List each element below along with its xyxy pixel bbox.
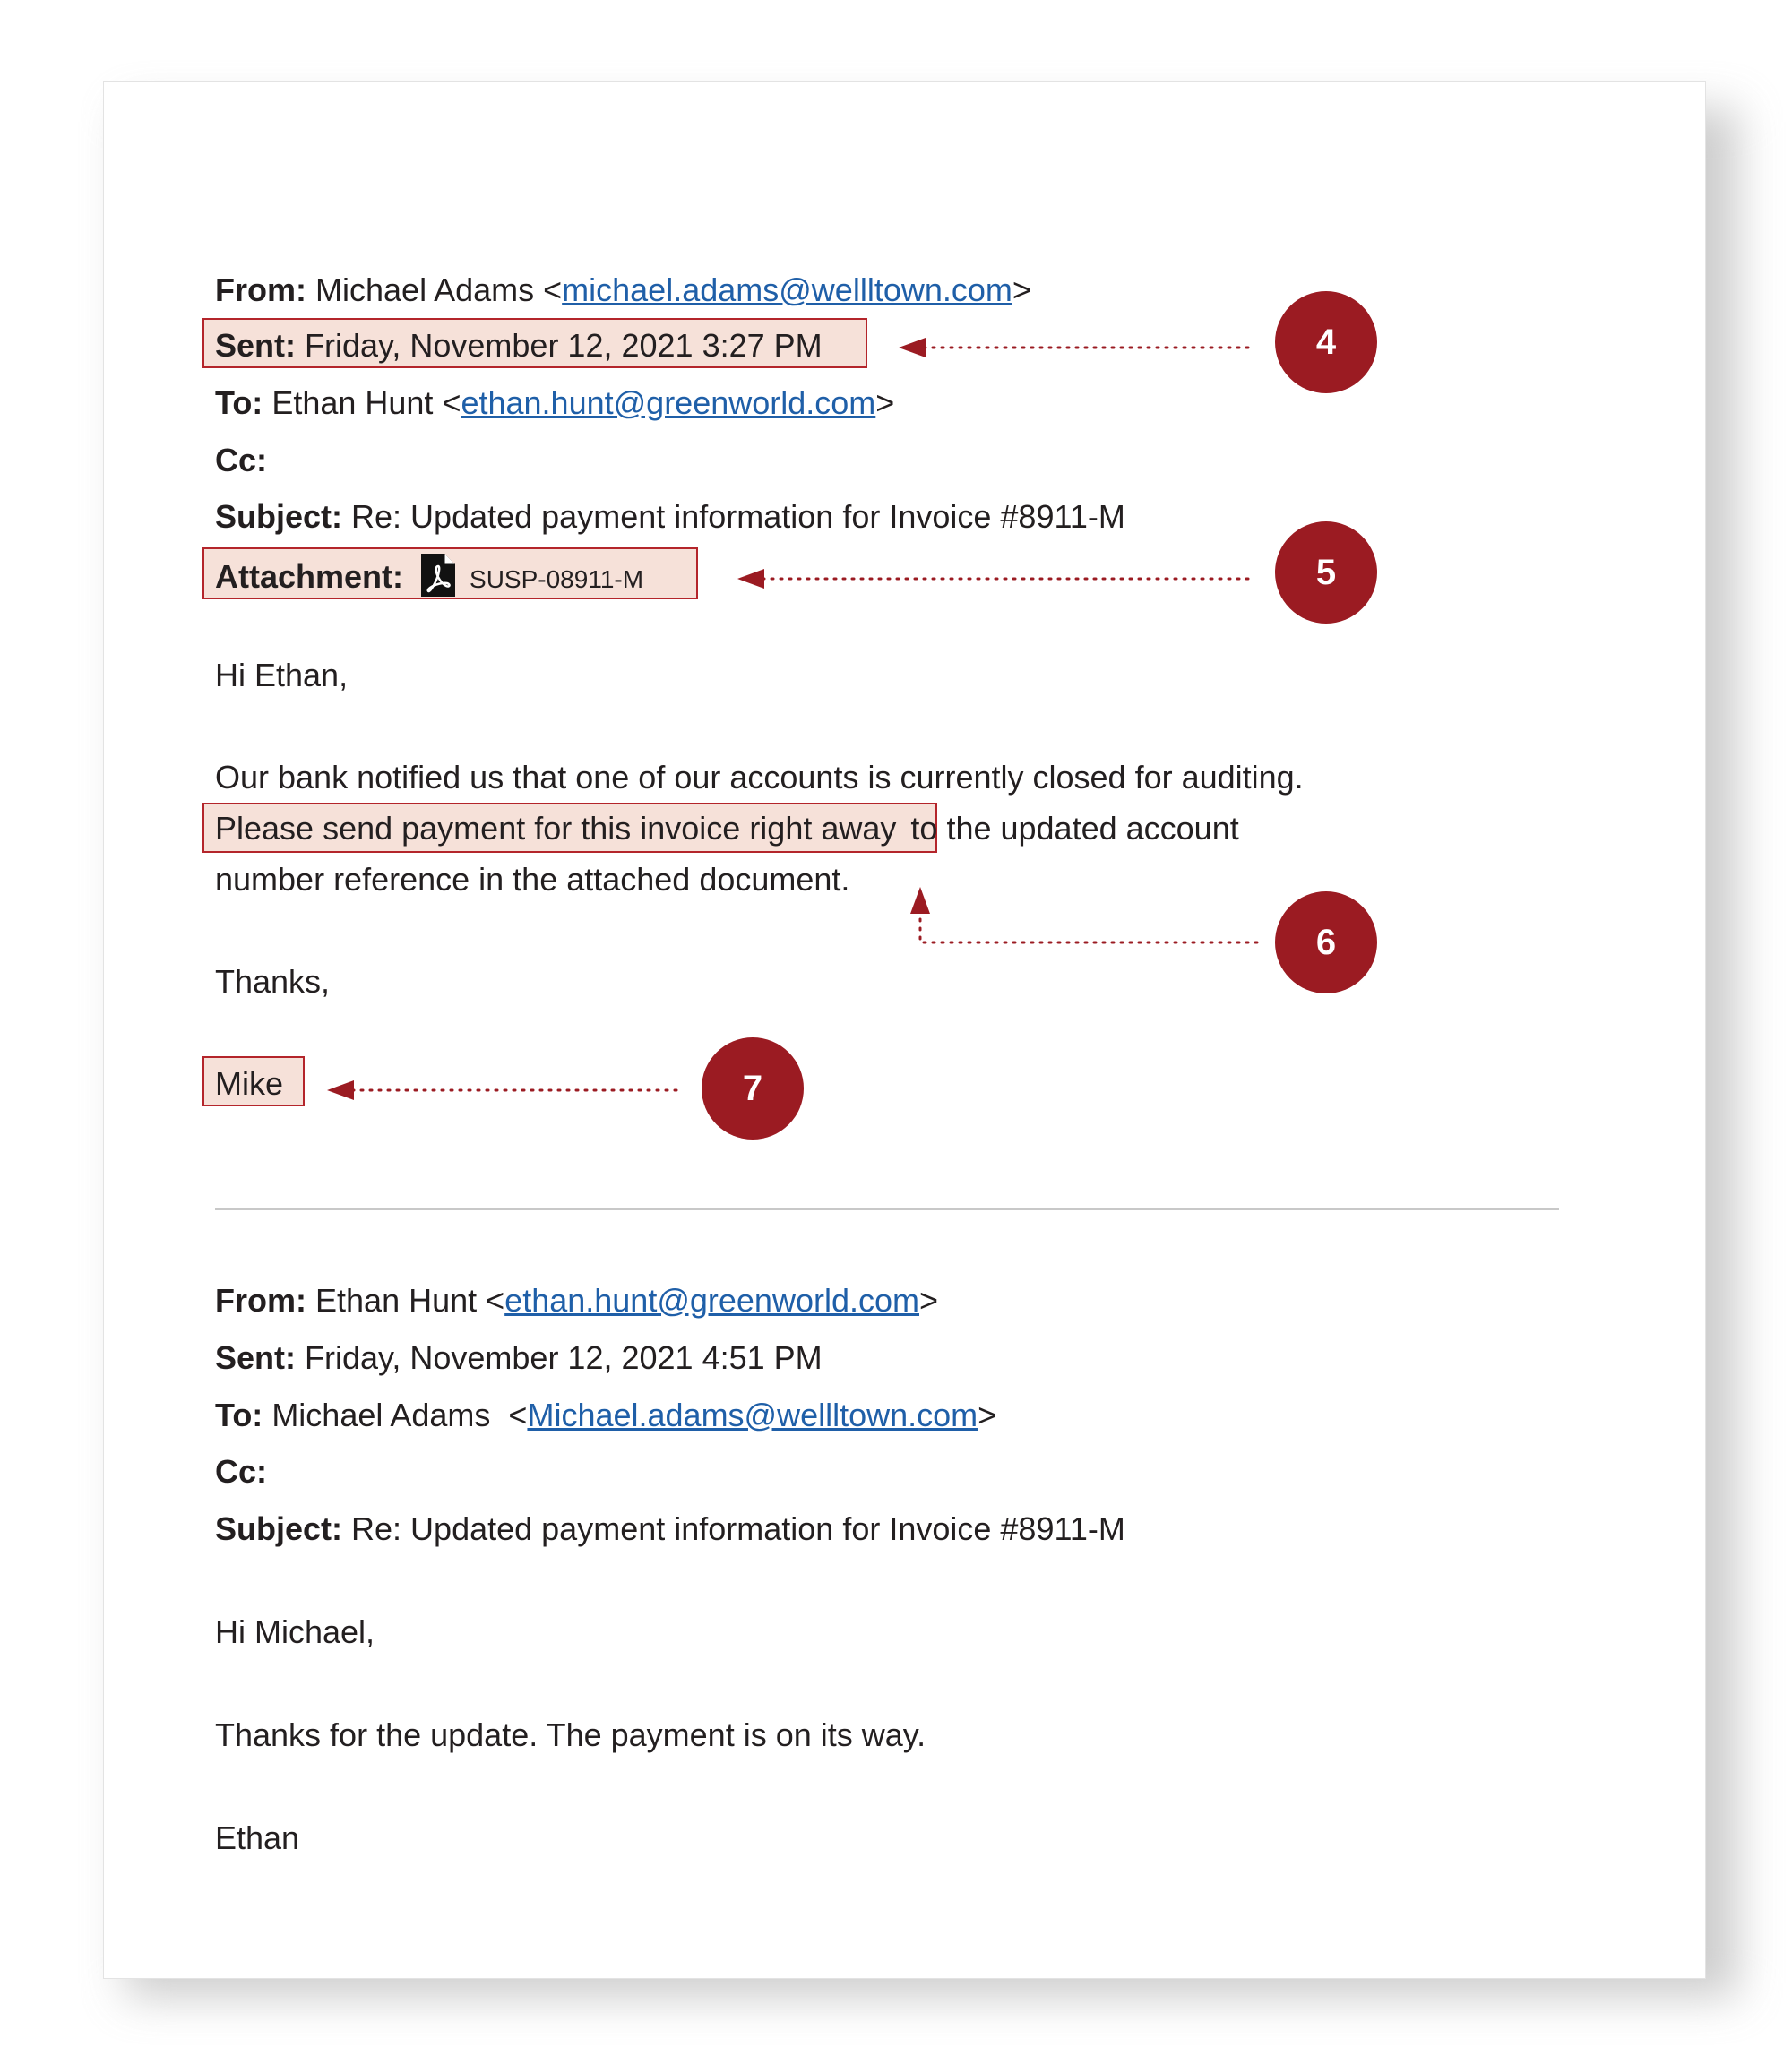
- email1-signature: Mike: [215, 1065, 284, 1102]
- from-label: From:: [215, 271, 306, 308]
- email2-cc-line: [215, 1452, 267, 1492]
- from-label: From:: [215, 1282, 306, 1319]
- to-label: To:: [215, 1397, 263, 1433]
- email1-to-line: [215, 383, 894, 423]
- to-close: >: [875, 384, 895, 421]
- from-close: >: [1012, 271, 1031, 308]
- email2-sent-line: [215, 1338, 823, 1378]
- to-email-link[interactable]: Michael.adams@wellltown.com: [527, 1397, 978, 1433]
- email2-body: Thanks for the update. The payment is on its way.: [215, 1716, 926, 1753]
- email1-from-line: [215, 271, 1031, 310]
- sent-value: Friday, November 12, 2021 4:51 PM: [305, 1339, 823, 1376]
- email1-subject-line: [215, 497, 1125, 537]
- attachment-filename[interactable]: SUSP-08911-M: [470, 565, 644, 593]
- email1-thanks: Thanks,: [215, 963, 331, 1000]
- subject-value: Re: Updated payment information for Invoice #8911-M: [351, 1510, 1125, 1547]
- to-name: Michael Adams <: [271, 1397, 528, 1433]
- cc-label: Cc:: [215, 1453, 268, 1490]
- email2-signature: Ethan: [215, 1819, 300, 1856]
- attachment-label: Attachment:: [215, 558, 404, 595]
- urgent-request-text: Please send payment for this invoice right away: [215, 810, 897, 847]
- email1-body-line1: Our bank notified us that one of our accounts is currently closed for auditing.: [215, 759, 1304, 796]
- from-name: Ethan Hunt <: [315, 1282, 505, 1319]
- from-email-link[interactable]: ethan.hunt@greenworld.com: [504, 1282, 919, 1319]
- callout-badge-6: 6: [1275, 891, 1377, 993]
- subject-label: Subject:: [215, 498, 343, 535]
- email1-body-line3: number reference in the attached document.: [215, 861, 850, 898]
- sent-label: Sent:: [215, 1339, 296, 1376]
- to-close: >: [978, 1397, 997, 1433]
- from-email-link[interactable]: michael.adams@wellltown.com: [562, 271, 1012, 308]
- cc-label: Cc:: [215, 442, 268, 478]
- email2-greeting: Hi Michael,: [215, 1613, 375, 1650]
- email2-subject-line: [215, 1509, 1125, 1549]
- email1-cc-line: [215, 441, 267, 480]
- to-email-link[interactable]: ethan.hunt@greenworld.com: [461, 384, 876, 421]
- email1-sent-line: [215, 326, 823, 366]
- from-close: >: [919, 1282, 939, 1319]
- callout-badge-7: 7: [702, 1037, 804, 1140]
- to-label: To:: [215, 384, 263, 421]
- email1-attachment-line[interactable]: [215, 554, 643, 599]
- email2-to-line: [215, 1396, 996, 1435]
- from-name: Michael Adams <: [315, 271, 563, 308]
- callout-badge-5: 5: [1275, 521, 1377, 624]
- sent-value: Friday, November 12, 2021 3:27 PM: [305, 327, 823, 364]
- to-name: Ethan Hunt <: [271, 384, 461, 421]
- email1-greeting: Hi Ethan,: [215, 657, 349, 693]
- sent-label: Sent:: [215, 327, 296, 364]
- subject-label: Subject:: [215, 1510, 343, 1547]
- callout-badge-4: 4: [1275, 291, 1377, 393]
- subject-value: Re: Updated payment information for Invoice #8911-M: [351, 498, 1125, 535]
- body-line2-rest: to the updated account: [910, 810, 1239, 847]
- email1-body-line2: [215, 809, 1239, 848]
- pdf-file-icon[interactable]: [421, 554, 455, 597]
- email-divider: [215, 1208, 1559, 1210]
- email2-from-line: [215, 1281, 938, 1320]
